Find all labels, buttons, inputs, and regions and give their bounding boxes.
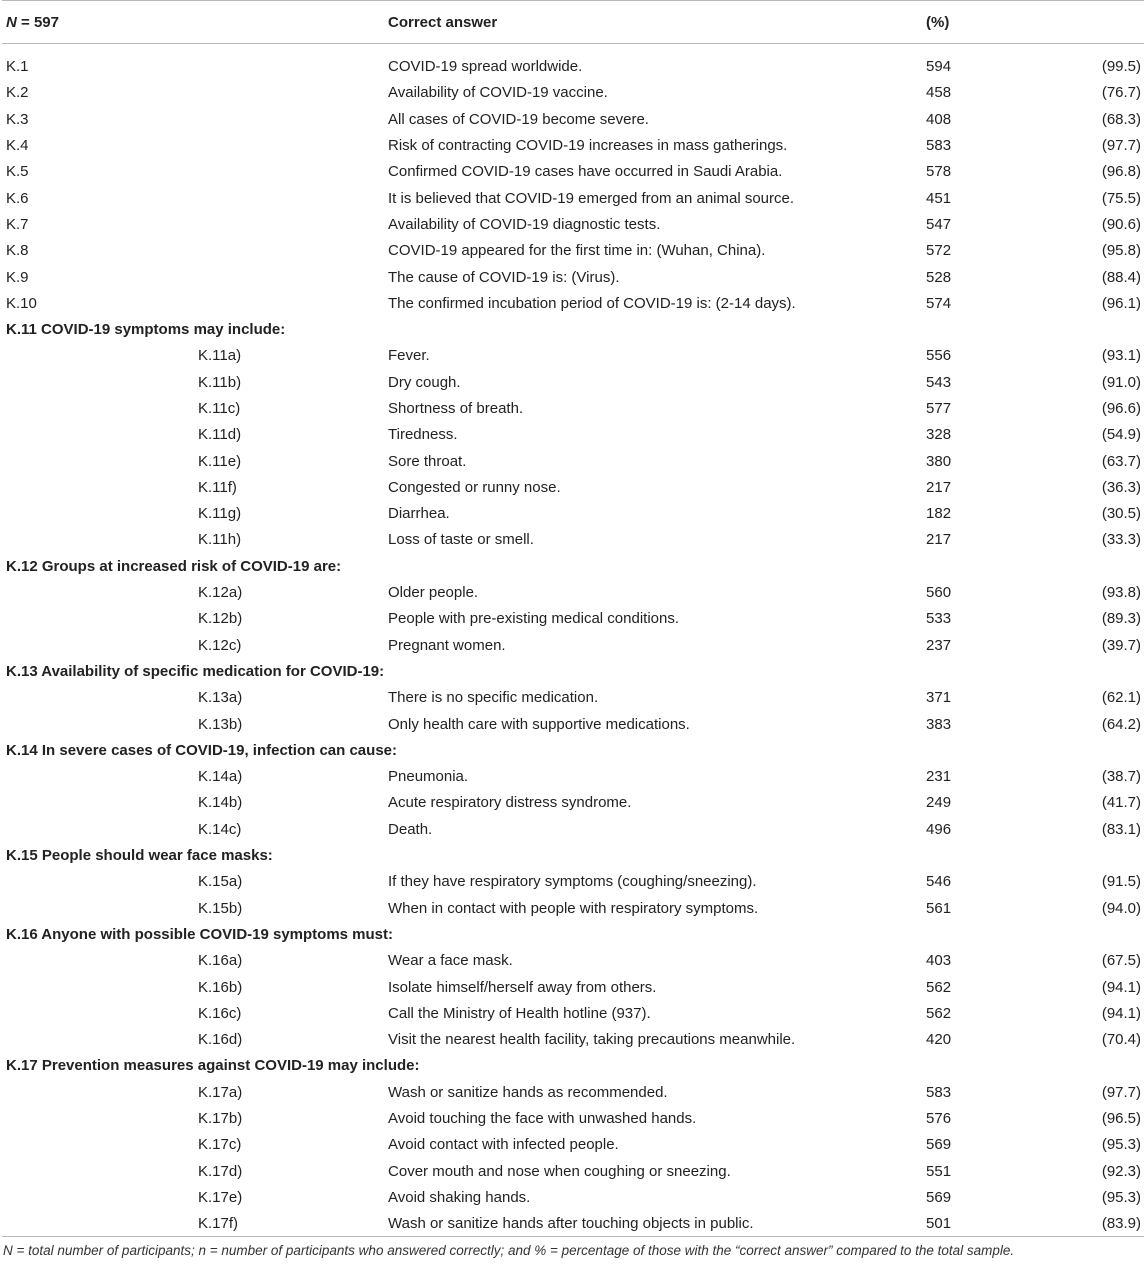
answer-cell: Isolate himself/herself away from others. (388, 978, 657, 996)
table-row (2, 974, 1144, 1000)
percent-cell: (76.7) (1101, 84, 1142, 102)
table-row (2, 1132, 1144, 1158)
section-row (2, 316, 1144, 342)
indent-cell (2, 1105, 194, 1131)
table-row (2, 869, 1144, 895)
count-cell: 458 (926, 84, 952, 102)
percent-cell: (94.0) (1101, 899, 1142, 917)
table-row (2, 501, 1144, 527)
answer-cell: Diarrhea. (388, 505, 450, 523)
percent-cell: (64.2) (1101, 715, 1142, 733)
answer-cell: Pneumonia. (388, 768, 469, 786)
sub-item-code: K.16c) (198, 1004, 242, 1022)
indent-cell (2, 1000, 194, 1026)
percent-cell: (54.9) (1101, 426, 1142, 444)
percent-cell: (95.3) (1101, 1188, 1142, 1206)
count-cell: 249 (926, 794, 952, 812)
indent-cell (2, 711, 194, 737)
answer-cell: Avoid shaking hands. (388, 1188, 531, 1206)
table-row (2, 185, 1144, 211)
sub-item-code: K.11e) (198, 452, 242, 470)
answer-cell: Wear a face mask. (388, 952, 513, 970)
table-row (2, 395, 1144, 421)
percent-cell: (68.3) (1101, 110, 1142, 128)
indent-cell (2, 1079, 194, 1105)
percent-cell: (99.5) (1101, 58, 1142, 76)
item-code: K.10 (6, 294, 37, 312)
indent-cell (2, 1132, 194, 1158)
sub-item-code: K.11a) (198, 347, 242, 365)
indent-cell (2, 816, 194, 842)
answer-cell: Cover mouth and nose when coughing or sneezing. (388, 1162, 731, 1180)
item-code: K.8 (6, 242, 29, 260)
sub-item-code: K.17e) (198, 1188, 243, 1206)
table-row (2, 790, 1144, 816)
percent-cell: (38.7) (1101, 768, 1142, 786)
sub-item-code: K.17c) (198, 1136, 242, 1154)
sub-item-code: K.11d) (198, 426, 242, 444)
table-row (2, 106, 1144, 132)
table-footnote: N = total number of participants; n = number of participants who answered correctly; and % = percentage of those with the “correct answer” compared to the total sample. (3, 1243, 1015, 1259)
table-row (2, 632, 1144, 658)
answer-cell: Avoid touching the face with unwashed hands. (388, 1110, 697, 1128)
table-row (2, 264, 1144, 290)
count-cell: 562 (926, 978, 952, 996)
count-cell: 547 (926, 215, 952, 233)
percent-cell: (75.5) (1101, 189, 1142, 207)
sub-item-code: K.11g) (198, 505, 242, 523)
count-cell: 217 (926, 478, 952, 496)
section-row (2, 553, 1144, 579)
count-cell: 551 (926, 1162, 952, 1180)
count-cell: 237 (926, 636, 952, 654)
count-cell: 420 (926, 1031, 952, 1049)
table-row (2, 606, 1144, 632)
header-correct-answer: Correct answer (384, 1, 922, 44)
answer-cell: If they have respiratory symptoms (coughing/sneezing). (388, 873, 757, 891)
section-row (2, 1053, 1144, 1079)
answer-cell: Pregnant women. (388, 636, 506, 654)
sub-item-code: K.17f) (194, 1211, 384, 1237)
indent-cell (2, 369, 194, 395)
table-row (2, 474, 1144, 500)
sub-item-code: K.16b) (198, 978, 243, 996)
table-row (2, 895, 1144, 921)
indent-cell (2, 448, 194, 474)
indent-cell (2, 1184, 194, 1210)
percent-cell: (83.9) (1037, 1211, 1144, 1237)
count-cell: 383 (926, 715, 952, 733)
count-cell: 569 (926, 1188, 952, 1206)
sub-item-code: K.11f) (198, 478, 237, 496)
percent-cell: (90.6) (1101, 215, 1142, 233)
percent-cell: (93.1) (1101, 347, 1142, 365)
table-row (2, 211, 1144, 237)
answer-cell: Wash or sanitize hands after touching objects in public. (384, 1211, 922, 1237)
answer-cell: Sore throat. (388, 452, 467, 470)
indent-cell (2, 1211, 194, 1237)
sub-item-code: K.17d) (198, 1162, 243, 1180)
percent-cell: (93.8) (1101, 584, 1142, 602)
header-sample-size (2, 1, 384, 44)
answer-cell: Availability of COVID-19 diagnostic tests. (388, 215, 661, 233)
answer-cell: Death. (388, 820, 433, 838)
sub-item-code: K.11h) (198, 531, 242, 549)
sub-item-code: K.14b) (198, 794, 243, 812)
count-cell: 569 (926, 1136, 952, 1154)
indent-cell (2, 974, 194, 1000)
indent-cell (2, 1158, 194, 1184)
percent-cell: (39.7) (1101, 636, 1142, 654)
count-cell: 543 (926, 373, 952, 391)
percent-cell: (36.3) (1101, 478, 1142, 496)
answer-cell: Dry cough. (388, 373, 461, 391)
table-row (2, 816, 1144, 842)
percent-cell: (67.5) (1101, 952, 1142, 970)
percent-cell: (96.1) (1101, 294, 1142, 312)
count-cell: 533 (926, 610, 952, 628)
percent-cell: (91.5) (1101, 873, 1142, 891)
item-code: K.9 (6, 268, 29, 286)
answer-cell: There is no specific medication. (388, 689, 599, 707)
answer-cell: Call the Ministry of Health hotline (937). (388, 1004, 651, 1022)
answer-cell: Risk of contracting COVID-19 increases in mass gatherings. (388, 137, 788, 155)
item-code: K.7 (6, 215, 29, 233)
item-code: K.3 (6, 110, 29, 128)
count-cell: 574 (926, 294, 952, 312)
sub-item-code: K.17a) (198, 1083, 243, 1101)
answer-cell: Visit the nearest health facility, taking precautions meanwhile. (388, 1031, 796, 1049)
count-cell: 577 (926, 400, 952, 417)
percent-cell: (63.7) (1101, 452, 1142, 470)
indent-cell (2, 948, 194, 974)
answer-cell: Shortness of breath. (388, 400, 524, 417)
table-row (2, 238, 1144, 264)
count-cell: 217 (926, 531, 952, 549)
table-row (2, 159, 1144, 185)
percent-cell: (41.7) (1101, 794, 1142, 812)
section-label: K.13 Availability of specific medication for COVID-19: (6, 662, 385, 680)
answer-cell: Acute respiratory distress syndrome. (388, 794, 632, 812)
table-row (2, 764, 1144, 790)
section-row (2, 737, 1144, 763)
answer-cell: It is believed that COVID-19 emerged from an animal source. (388, 189, 795, 207)
table-row (2, 527, 1144, 553)
section-label: K.17 Prevention measures against COVID-19 may include: (6, 1057, 420, 1075)
table-row (2, 448, 1144, 474)
percent-cell: (83.1) (1101, 820, 1142, 838)
header-n-symbol: N (6, 13, 17, 31)
answer-cell: Tiredness. (388, 426, 458, 444)
percent-cell: (92.3) (1101, 1162, 1142, 1180)
table-row (2, 579, 1144, 605)
table-row (2, 54, 1144, 80)
section-label: K.15 People should wear face masks: (6, 847, 273, 865)
count-cell: 556 (926, 347, 952, 365)
sub-item-code: K.13b) (198, 715, 243, 733)
table-row (2, 132, 1144, 158)
header-spacer (2, 44, 1144, 54)
count-cell: 501 (922, 1211, 1037, 1237)
percent-cell: (97.7) (1101, 1083, 1142, 1101)
percent-cell: (96.6) (1101, 400, 1142, 417)
percent-cell: (89.3) (1101, 610, 1142, 628)
answer-cell: Fever. (388, 347, 430, 365)
count-cell: 572 (926, 242, 952, 260)
indent-cell (2, 764, 194, 790)
section-row (2, 658, 1144, 684)
count-cell: 231 (926, 768, 952, 786)
count-cell: 583 (926, 137, 952, 155)
percent-cell: (95.8) (1101, 242, 1142, 260)
table-row (2, 948, 1144, 974)
sub-item-code: K.16a) (198, 952, 243, 970)
count-cell: 546 (926, 873, 952, 891)
item-code: K.1 (6, 58, 29, 76)
answer-cell: COVID-19 spread worldwide. (388, 58, 583, 76)
percent-cell: (30.5) (1101, 505, 1142, 523)
item-code: K.5 (6, 163, 29, 181)
indent-cell (2, 422, 194, 448)
answer-cell: COVID-19 appeared for the first time in: (Wuhan, China). (388, 242, 766, 260)
count-cell: 371 (926, 689, 952, 707)
item-code: K.6 (6, 189, 29, 207)
table-header (2, 1, 1144, 44)
percent-cell: (95.3) (1101, 1136, 1142, 1154)
sub-item-code: K.13a) (198, 689, 243, 707)
header-percent: (%) (922, 1, 1037, 44)
count-cell: 496 (926, 820, 952, 838)
count-cell: 380 (926, 452, 952, 470)
answer-cell: When in contact with people with respiratory symptoms. (388, 899, 759, 917)
percent-cell: (33.3) (1101, 531, 1142, 549)
percent-cell: (96.8) (1101, 163, 1142, 181)
table-row (2, 1105, 1144, 1131)
sub-item-code: K.16d) (198, 1031, 243, 1049)
indent-cell (2, 1026, 194, 1052)
sub-item-code: K.14a) (198, 768, 243, 786)
percent-cell: (96.5) (1101, 1110, 1142, 1128)
table-row (2, 422, 1144, 448)
table-row (2, 1079, 1144, 1105)
indent-cell (2, 895, 194, 921)
percent-cell: (62.1) (1101, 689, 1142, 707)
indent-cell (2, 395, 194, 421)
percent-cell: (91.0) (1101, 373, 1142, 391)
percent-cell: (70.4) (1101, 1031, 1142, 1049)
count-cell: 408 (926, 110, 952, 128)
percent-cell: (97.7) (1101, 137, 1142, 155)
table-row (2, 369, 1144, 395)
answer-cell: Only health care with supportive medications. (388, 715, 690, 733)
sub-item-code: K.12a) (198, 584, 243, 602)
count-cell: 576 (926, 1110, 952, 1128)
answer-cell: Congested or runny nose. (388, 478, 561, 496)
indent-cell (2, 632, 194, 658)
header-blank (1037, 1, 1144, 44)
section-row (2, 921, 1144, 947)
section-label: K.16 Anyone with possible COVID-19 symptoms must: (6, 925, 394, 943)
answer-cell: Wash or sanitize hands as recommended. (388, 1083, 668, 1101)
answer-cell: The confirmed incubation period of COVID-19 is: (2-14 days). (388, 294, 796, 312)
table-row (2, 80, 1144, 106)
table-row (2, 1184, 1144, 1210)
sub-item-code: K.17b) (198, 1110, 243, 1128)
item-code: K.2 (6, 84, 29, 102)
answer-cell: All cases of COVID-19 become severe. (388, 110, 649, 128)
indent-cell (2, 606, 194, 632)
item-code: K.4 (6, 137, 29, 155)
answer-cell: Confirmed COVID-19 cases have occurred in Saudi Arabia. (388, 163, 783, 181)
table-row (2, 1026, 1144, 1052)
indent-cell (2, 501, 194, 527)
table-row (2, 343, 1144, 369)
sub-item-code: K.15a) (198, 873, 243, 891)
count-cell: 562 (926, 1004, 952, 1022)
section-label: K.12 Groups at increased risk of COVID-19 are: (6, 557, 342, 575)
table-row (2, 1211, 1144, 1237)
count-cell: 561 (926, 899, 952, 917)
count-cell: 594 (926, 58, 952, 76)
percent-cell: (88.4) (1101, 268, 1142, 286)
table-row (2, 1000, 1144, 1026)
indent-cell (2, 869, 194, 895)
answer-cell: Avoid contact with infected people. (388, 1136, 619, 1154)
section-label: K.11 COVID-19 symptoms may include: (6, 321, 286, 339)
answer-cell: Loss of taste or smell. (388, 531, 534, 549)
indent-cell (2, 527, 194, 553)
table-row (2, 711, 1144, 737)
count-cell: 451 (926, 189, 952, 207)
table-row (2, 685, 1144, 711)
table-row (2, 290, 1144, 316)
percent-cell: (94.1) (1101, 1004, 1142, 1022)
count-cell: 583 (926, 1083, 952, 1101)
count-cell: 403 (926, 952, 952, 970)
answer-cell: Older people. (388, 584, 479, 602)
table-row (2, 1158, 1144, 1184)
count-cell: 578 (926, 163, 952, 181)
count-cell: 528 (926, 268, 952, 286)
table-body (2, 44, 1144, 1237)
count-cell: 560 (926, 584, 952, 602)
header-n-value: = 597 (21, 13, 59, 31)
percent-cell: (94.1) (1101, 978, 1142, 996)
knowledge-table (2, 0, 1144, 1237)
section-row (2, 842, 1144, 868)
indent-cell (2, 685, 194, 711)
indent-cell (2, 343, 194, 369)
sub-item-code: K.15b) (198, 899, 243, 917)
sub-item-code: K.11b) (198, 373, 242, 391)
answer-cell: The cause of COVID-19 is: (Virus). (388, 268, 620, 286)
count-cell: 182 (926, 505, 952, 523)
indent-cell (2, 474, 194, 500)
sub-item-code: K.12c) (198, 636, 242, 654)
indent-cell (2, 790, 194, 816)
answer-cell: People with pre-existing medical conditions. (388, 610, 679, 628)
count-cell: 328 (926, 426, 952, 444)
sub-item-code: K.14c) (198, 820, 242, 838)
section-label: K.14 In severe cases of COVID-19, infection can cause: (6, 741, 397, 759)
indent-cell (2, 579, 194, 605)
sub-item-code: K.11c) (198, 400, 241, 417)
answer-cell: Availability of COVID-19 vaccine. (388, 84, 608, 102)
sub-item-code: K.12b) (198, 610, 243, 628)
